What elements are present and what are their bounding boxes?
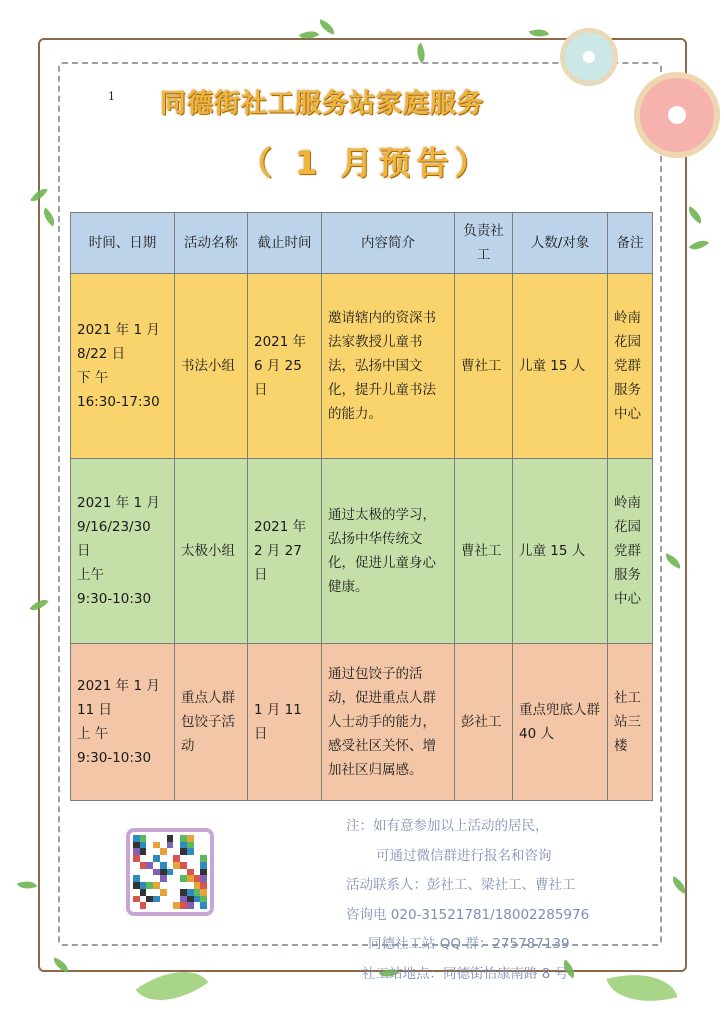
header-staff: 负责社工 [455, 213, 513, 274]
qr-module [153, 855, 160, 862]
qr-module [140, 855, 147, 862]
qr-module [173, 869, 180, 876]
qr-module [180, 902, 187, 909]
qr-module [140, 889, 147, 896]
qr-module [133, 875, 140, 882]
time-line: 下 午 [77, 370, 109, 386]
qr-module [180, 875, 187, 882]
notes-line: 同德社工站 QQ 群：275787139 [368, 936, 570, 952]
qr-module [167, 889, 174, 896]
qr-module [146, 855, 153, 862]
qr-module [146, 875, 153, 882]
cell-staff: 曹社工 [455, 274, 513, 459]
qr-module [167, 862, 174, 869]
time-line: 9:30-10:30 [77, 591, 152, 607]
qr-module [187, 875, 194, 882]
qr-module [160, 842, 167, 849]
cell-content: 通过太极的学习，弘扬中华传统文化，促进儿童身心健康。 [322, 459, 455, 644]
qr-module [160, 875, 167, 882]
qr-module [133, 896, 140, 903]
time-line: 上午 [77, 567, 104, 583]
qr-module [133, 842, 140, 849]
qr-module [140, 896, 147, 903]
qr-module [153, 875, 160, 882]
cell-activity: 书法小组 [175, 274, 248, 459]
header-deadline: 截止时间 [248, 213, 322, 274]
contact-notes [346, 812, 616, 989]
qr-module [133, 869, 140, 876]
donut-icon [560, 28, 618, 86]
table-header-row [71, 213, 653, 274]
table-row [71, 459, 653, 644]
qr-module [180, 882, 187, 889]
qr-module [133, 848, 140, 855]
cell-activity: 太极小组 [175, 459, 248, 644]
qr-module [133, 902, 140, 909]
qr-module [167, 835, 174, 842]
cell-activity: 重点人群包饺子活动 [175, 644, 248, 801]
qr-module [200, 889, 207, 896]
cell-time [71, 274, 175, 459]
qr-module [167, 875, 174, 882]
cell-content: 邀请辖内的资深书法家教授儿童书法，弘扬中国文化，提升儿童书法的能力。 [322, 274, 455, 459]
leaf-icon [17, 877, 37, 893]
cell-deadline: 2021 年 2 月 27 日 [248, 459, 322, 644]
notes-line: 可通过微信群进行报名和咨询 [376, 847, 552, 864]
qr-module [173, 902, 180, 909]
qr-module [146, 869, 153, 876]
qr-module [133, 855, 140, 862]
qr-module [200, 862, 207, 869]
qr-module [133, 882, 140, 889]
qr-module [180, 835, 187, 842]
qr-module [140, 848, 147, 855]
header-remark: 备注 [608, 213, 653, 274]
time-line: 2021 年 1 月 [77, 322, 160, 338]
qr-module [187, 882, 194, 889]
qr-module [153, 896, 160, 903]
cell-time [71, 644, 175, 801]
qr-module [173, 835, 180, 842]
time-line: 9:30-10:30 [77, 750, 152, 766]
qr-module [140, 875, 147, 882]
qr-module [140, 882, 147, 889]
cell-deadline: 2021 年 6 月 25 日 [248, 274, 322, 459]
qr-module [146, 889, 153, 896]
qr-module [160, 848, 167, 855]
qr-module [180, 848, 187, 855]
qr-module [194, 902, 201, 909]
qr-module [173, 848, 180, 855]
qr-module [194, 835, 201, 842]
qr-module [160, 902, 167, 909]
qr-module [173, 889, 180, 896]
qr-module [146, 848, 153, 855]
cell-staff: 曹社工 [455, 459, 513, 644]
time-line: 11 日 [77, 702, 112, 718]
qr-module [167, 855, 174, 862]
page-subtitle: （ 1 月预告） [240, 144, 493, 182]
qr-module [180, 896, 187, 903]
qr-module [200, 842, 207, 849]
qr-module [187, 855, 194, 862]
notes-line: 注：如有意参加以上活动的居民， [346, 818, 549, 834]
qr-module [133, 889, 140, 896]
qr-module [200, 896, 207, 903]
qr-module [194, 896, 201, 903]
notes-line: 活动联系人：彭社工、梁社工、曹社工 [346, 877, 576, 893]
cell-deadline: 1 月 11 日 [248, 644, 322, 801]
qr-module [146, 882, 153, 889]
qr-module [160, 835, 167, 842]
qr-module [200, 855, 207, 862]
table-row [71, 644, 653, 801]
qr-module [194, 842, 201, 849]
qr-module [194, 855, 201, 862]
cell-time [71, 459, 175, 644]
qr-module [194, 875, 201, 882]
qr-module [153, 889, 160, 896]
qr-module [200, 902, 207, 909]
leaf-icon [685, 206, 706, 224]
qr-module [187, 902, 194, 909]
qr-module [200, 835, 207, 842]
qr-module [140, 869, 147, 876]
qr-module [133, 835, 140, 842]
qr-module [153, 835, 160, 842]
qr-module [194, 889, 201, 896]
qr-module [160, 869, 167, 876]
qr-module [194, 869, 201, 876]
time-line: 2021 年 1 月 [77, 495, 160, 511]
qr-module [146, 842, 153, 849]
qr-module [173, 855, 180, 862]
qr-module [167, 882, 174, 889]
header-time: 时间、日期 [71, 213, 175, 274]
qr-module [167, 896, 174, 903]
qr-module [187, 896, 194, 903]
qr-module [180, 889, 187, 896]
qr-module [160, 896, 167, 903]
qr-module [187, 835, 194, 842]
qr-module [200, 869, 207, 876]
notes-line: 咨询电 020-31521781/18002285976 [346, 906, 590, 923]
qr-module [153, 848, 160, 855]
qr-module [200, 875, 207, 882]
qr-module [146, 902, 153, 909]
header-activity: 活动名称 [175, 213, 248, 274]
table-row [71, 274, 653, 459]
cell-remark: 岭南花园党群服务中心 [608, 459, 653, 644]
qr-module [153, 842, 160, 849]
cell-content: 通过包饺子的活动，促进重点人群人士动手的能力，感受社区关怀、增加社区归属感。 [322, 644, 455, 801]
time-line: 8/22 日 [77, 346, 126, 362]
qr-module [140, 835, 147, 842]
donut-icon [634, 72, 720, 158]
qr-module [180, 842, 187, 849]
qr-module [187, 848, 194, 855]
time-line: 2021 年 1 月 [77, 678, 160, 694]
qr-module [173, 882, 180, 889]
qr-module [140, 842, 147, 849]
qr-module [167, 842, 174, 849]
qr-module [160, 882, 167, 889]
qr-module [153, 902, 160, 909]
qr-module [187, 869, 194, 876]
page-title: 同德街社工服务站家庭服务 [160, 89, 485, 119]
qr-module [187, 889, 194, 896]
qr-module [167, 902, 174, 909]
qr-module [140, 862, 147, 869]
page-number: 1 [108, 90, 115, 103]
time-line: 16:30-17:30 [77, 394, 160, 410]
time-line: 上 午 [77, 726, 109, 742]
time-line: 9/16/23/30 [77, 519, 151, 535]
cell-staff: 彭社工 [455, 644, 513, 801]
qr-module [194, 862, 201, 869]
qr-module [140, 902, 147, 909]
qr-module [153, 862, 160, 869]
qr-module [160, 889, 167, 896]
leaf-icon [689, 235, 709, 254]
qr-module [173, 842, 180, 849]
qr-module [153, 882, 160, 889]
qr-module [160, 855, 167, 862]
qr-module [146, 862, 153, 869]
qr-module [200, 848, 207, 855]
qr-module [160, 862, 167, 869]
cell-target: 儿童 15 人 [513, 274, 608, 459]
qr-code-icon [126, 828, 214, 916]
qr-module [173, 862, 180, 869]
qr-module [180, 855, 187, 862]
qr-module [173, 896, 180, 903]
cell-remark: 岭南花园党群服务中心 [608, 274, 653, 459]
cell-target: 重点兜底人群 40 人 [513, 644, 608, 801]
header-target: 人数/对象 [513, 213, 608, 274]
qr-module [187, 862, 194, 869]
qr-module [180, 869, 187, 876]
qr-module [180, 862, 187, 869]
cell-remark: 社工站三楼 [608, 644, 653, 801]
notes-line: 社工站地点：同德街怡康南路 8 号 [362, 965, 569, 982]
qr-module [167, 848, 174, 855]
qr-module [133, 862, 140, 869]
cell-target: 儿童 15 人 [513, 459, 608, 644]
header-content: 内容简介 [322, 213, 455, 274]
qr-module [167, 869, 174, 876]
qr-module [194, 848, 201, 855]
qr-module [153, 869, 160, 876]
activity-schedule-table [70, 212, 653, 801]
qr-module [146, 896, 153, 903]
qr-module [194, 882, 201, 889]
qr-module [200, 882, 207, 889]
leaf-icon [317, 19, 337, 35]
qr-module [173, 875, 180, 882]
qr-module [146, 835, 153, 842]
time-line: 日 [77, 543, 91, 559]
qr-module [187, 842, 194, 849]
